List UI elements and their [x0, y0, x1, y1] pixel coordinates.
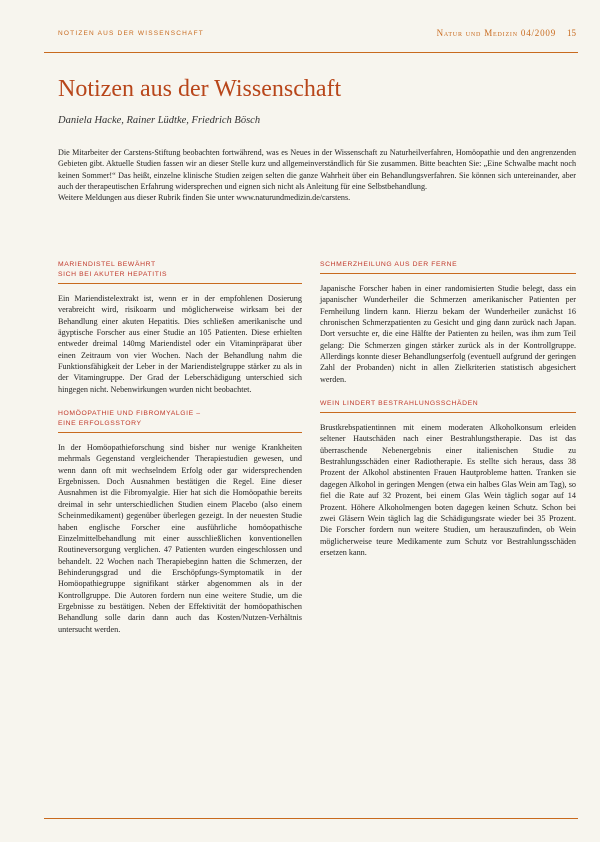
section-heading-line: SICH BEI AKUTER HEPATITIS — [58, 271, 168, 278]
section-heading-line: EINE ERFOLGSSTORY — [58, 420, 142, 428]
section-homoeopathie — [58, 409, 302, 635]
article-title: Notizen aus der Wissenschaft — [58, 76, 342, 102]
section-wein — [320, 399, 576, 558]
section-body: Brustkrebspatientinnen mit einem moderaten Alkoholkonsum erleiden seltener Hautschäden nach einer Bestrahlungstherapie. Das ist das überraschende Nebenergebnis einer italienischen Studie zu Bestrahlungsschäden einer Radiotherapie. Es stellte sich heraus, dass 38 Prozent der Alkohol abstinenten Frauen Hautprobleme hatten. Tranken sie dagegen Alkohol in geringen Mengen (etwa ein halbes Glas Wein am Tag), so fiel die Rate auf 32 Prozent, bei einem Glas Wein täglich sogar auf 14 Prozent. Höhere Alkoholmengen boten dagegen keinen Schutz. Schon bei zwei Gläsern Wein täglich lag die Schädigungsrate wieder bei 35 Prozent. Die Forscher fordern nun weitere Studien, um herauszufinden, ob Wein möglicherweise teure Medikamente zum Schutz vor Bestrahlungsschäden ersetzen kann. — [320, 423, 576, 557]
section-heading-line: HOMÖOPATHIE UND FIBROMYALGIE – — [58, 410, 201, 418]
section-schmerzheilung — [320, 260, 576, 385]
header-section-label: NOTIZEN AUS DER WISSENSCHAFT — [58, 30, 204, 37]
section-heading-line: SCHMERZHEILUNG AUS DER FERNE — [320, 261, 458, 268]
page-number: 15 — [567, 28, 576, 38]
section-mariendistel — [58, 260, 302, 395]
section-body: Ein Mariendistelextrakt ist, wenn er in der empfohlenen Dosierung verabreicht wird, risikoarm und möglicherweise wirksam bei der Behandlung einer akuten Hepatitis. Dies schließen amerikanische und ägyptische Forscher aus einer Studie an 105 Patienten. Diese erhielten entweder dreimal 140mg Mariendistel oder ein Vitaminpräparat über einen Zeitraum von vier Wochen. Nach der Behandlung nahm die Funktionsfähigkeit der Leber in der Mariendistelgruppe stärker zu als in der Vitamingruppe. Der Grad der Leberschädigung unterschied sich hingegen nicht. Nebenwirkungen wurden nicht beobachtet. — [58, 294, 302, 394]
left-column — [58, 260, 302, 635]
section-heading — [320, 260, 576, 274]
section-body: Japanische Forscher haben in einer randomisierten Studie belegt, dass ein japanischer Wunderheiler die Schmerzen amerikanischer Patienten per Fernheilung lindern kann. Hierzu bekam der Wunderheiler zunächst 16 chronischen Schmerzpatienten zu Gesicht und ging dann zurück nach Japan. Dort versuchte er, die eine Hälfte der Patienten zu heilen, was ihm zum Teil gelang: Die Schmerzen gingen stärker zurück als in der Kontrollgruppe. Allerdings konnte dieser Behandlungserfolg (eventuell aufgrund der geringen Zahl der Probanden) nicht in allen Zielkriterien statistisch abgesichert werden. — [320, 284, 576, 384]
article-authors: Daniela Hacke, Rainer Lüdtke, Friedrich Bösch — [58, 115, 261, 126]
section-body: In der Homöopathieforschung sind bisher nur wenige Krankheiten mehrmals Gegenstand vergleichender Therapiestudien gewesen, und wenn dann oft mit wechselndem Erfolg oder gar widersprechenden Ergebnissen. Doch Ausnahmen bestätigen die Regel. Eine dieser Ausnahmen ist die Fibromyalgie. Hier hat sich die Homöopathie bereits dreimal in sehr unterschiedlichen Studien einem Placebo (also einem Scheinmedikament) gegenüber überlegen gezeigt. In der neuesten Studie haben englische Forscher eine ausführliche homöopathische Einzelmittelbehandlung mit einer ausschließlichen konventionellen Routineversorgung verglichen. 47 Patienten wurden eingeschlossen und behandelt. 22 Wochen nach Therapiebeginn hatten die Schmerzen, der Behinderungsgrad und die Erschöpfungs-Symptomatik in der Homöopathiegruppe signifikant stärker abgenommen als in der Kontrollgruppe. Die Autoren fordern nun eine weitere Studie, um die Ergebnisse zu bestätigen. Neben der Effektivität der homöopathischen Behandlung solle darin dann auch das Kosten/Nutzen-Verhältnis untersucht werden. — [58, 443, 302, 634]
header-magazine-issue: Natur und Medizin 04/2009 — [436, 28, 556, 38]
section-heading — [58, 409, 302, 433]
section-heading-line: WEIN LINDERT BESTRAHLUNGSSCHÄDEN — [320, 400, 479, 408]
section-heading — [58, 260, 302, 284]
footer-rule — [44, 818, 578, 819]
running-header — [44, 22, 578, 53]
section-heading — [320, 399, 576, 413]
section-heading-line: MARIENDISTEL BEWÄHRT — [58, 261, 156, 268]
intro-web-reference: Weitere Meldungen aus dieser Rubrik finden Sie unter www.naturundmedizin.de/carstens. — [58, 193, 351, 203]
right-column — [320, 260, 576, 558]
intro-paragraph: Die Mitarbeiter der Carstens-Stiftung beobachten fortwährend, was es Neues in der Wissenschaft zu Naturheilverfahren, Homöopathie und den angrenzenden Gebieten gibt. Aktuelle Studien fassen wir an dieser Stelle kurz und allgemeinverständlich für Sie zusammen. Bitte beachten Sie: „Eine Schwalbe macht noch keinen Sommer!“ Das heißt, einzelne klinische Studien zeigen selten die ganze Wahrheit über ein Behandlungsverfahren. Sie können sich untereinander, aber auch der therapeutischen Erfahrung widersprechen und eignen sich nicht als Anleitung für eine Selbstbehandlung. — [58, 148, 576, 191]
article-intro — [58, 147, 576, 203]
